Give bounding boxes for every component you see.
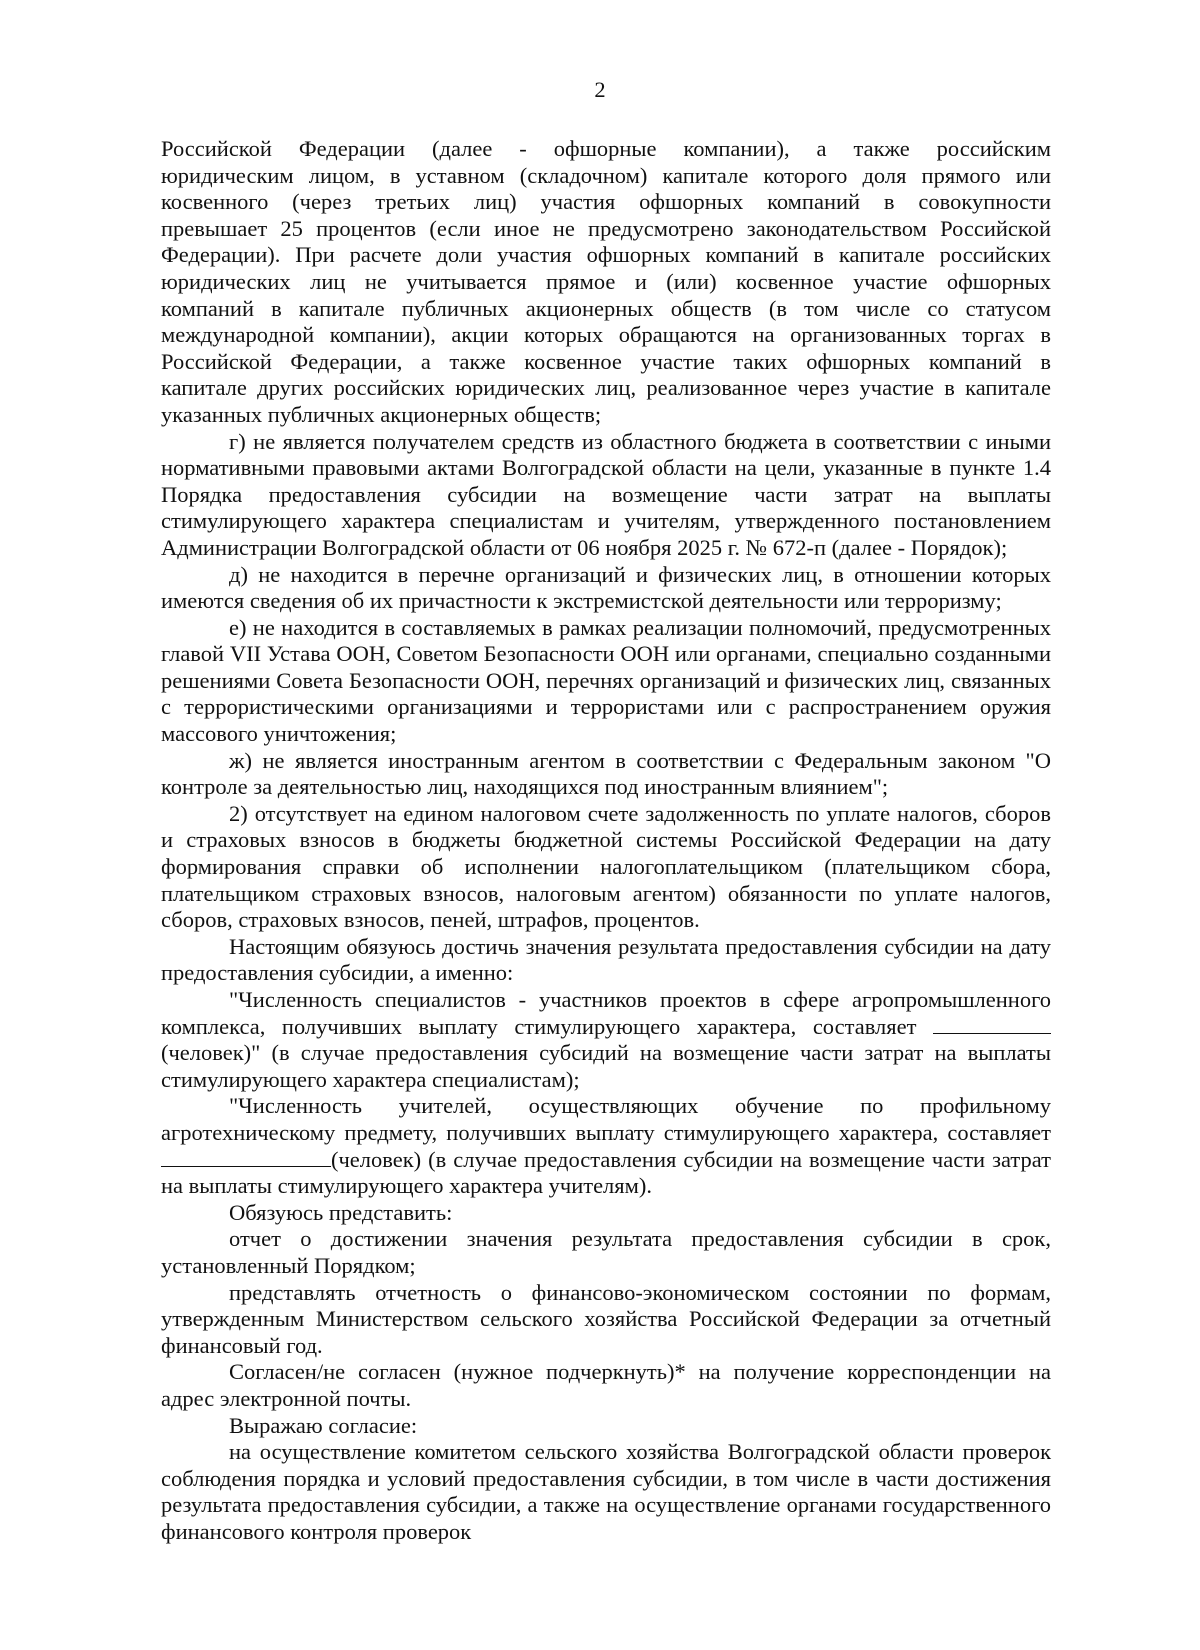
teachers-text-before: "Численность учителей, осуществляющих обучение по профильному агротехническому предмету, получивших выплату стимулирующего характера, составляет	[161, 1093, 1051, 1145]
paragraph-item-e: е) не находится в составляемых в рамках реализации полномочий, предусмотренных главой VII Устава ООН, Советом Безопасности ООН или органами, специально созданными решениями Совета Безопасности ООН, перечнях организаций и физических лиц, связанных с террористическими организациями и террористами или с распространением оружия массового уничтожения;	[161, 614, 1051, 747]
text-line: косвенного (через третьих лиц) участия офшорных компаний в совокупности	[161, 189, 1051, 215]
specialists-text-before: "Численность специалистов - участников проектов в сфере агропромышленного комплекса, получивших выплату стимулирующего характера, составляет	[161, 987, 1051, 1039]
paragraph-item-d: д) не находится в перечне организаций и физических лиц, в отношении которых имеются сведения об их причастности к экстремистской деятельности или терроризму;	[161, 561, 1051, 614]
paragraph-reporting: представлять отчетность о финансово-экономическом состоянии по формам, утвержденным Министерством сельского хозяйства Российской Федерации за отчетный финансовый год.	[161, 1279, 1051, 1358]
paragraph-item-2: 2) отсутствует на едином налоговом счете задолженность по уплате налогов, сборов и страховых взносов в бюджеты бюджетной системы Российской Федерации на дату формирования справки об исполнении налогоплательщиком (плательщиком сбора, плательщиком страховых взносов, налоговым агентом) обязанности по уплате налогов, сборов, страховых взносов, пеней, штрафов, процентов.	[161, 800, 1051, 933]
text-line: юридических лиц не учитывается прямое и (или) косвенное участие офшорных	[161, 268, 1051, 294]
text-line: превышает 25 процентов (если иное не предусмотрено законодательством Российской	[161, 215, 1051, 241]
teachers-count-blank[interactable]	[161, 1148, 331, 1167]
text-line: Российской Федерации (далее - офшорные компании), а также российским	[161, 136, 1051, 161]
paragraph-offshore-continuation	[161, 136, 1051, 429]
paragraph-item-g: г) не является получателем средств из областного бюджета в соответствии с иными нормативными правовыми актами Волгоградской области на цели, указанные в пункте 1.4 Порядка предоставления субсидии на возмещение части затрат на выплаты стимулирующего характера специалистам и учителям, утвержденного постановлением Администрации Волгоградской области от 06 ноября 2025 г. № 672-п (далее - Порядок);	[161, 428, 1051, 560]
paragraph-report: отчет о достижении значения результата предоставления субсидии в срок, установленный Порядком;	[161, 1226, 1051, 1278]
specialists-text-after: (человек)" (в случае предоставления субсидий на возмещение части затрат на выплаты стимулирующего характера специалистам);	[161, 1040, 1051, 1092]
text-line: Российской Федерации, а также косвенное участие таких офшорных компаний в	[161, 348, 1051, 374]
paragraph-consent-email: Согласен/не согласен (нужное подчеркнуть)* на получение корреспонденции на адрес электронной почты.	[161, 1359, 1051, 1411]
paragraph-specialists-count	[161, 987, 1051, 1093]
paragraph-consent-body: на осуществление комитетом сельского хозяйства Волгоградской области проверок соблюдения порядка и условий предоставления субсидии, в том числе в части достижения результата предоставления субсидии, а также на осуществление органами государственного финансового контроля проверок	[161, 1439, 1051, 1544]
document-body	[161, 136, 1051, 1545]
teachers-text-after: (человек) (в случае предоставления субсидии на возмещение части затрат на выплаты стимулирующего характера учителям).	[161, 1146, 1051, 1199]
paragraph-item-zh: ж) не является иностранным агентом в соответствии с Федеральным законом "О контроле за деятельностью лиц, находящихся под иностранным влиянием";	[161, 747, 1051, 800]
paragraph-teachers-count	[161, 1093, 1051, 1199]
text-line: указанных публичных акционерных обществ;	[161, 401, 602, 427]
text-line: капитале других российских юридических лиц, реализованное через участие в капитале	[161, 375, 1051, 401]
text-line: Федерации). При расчете доли участия офшорных компаний в капитале российских	[161, 242, 1051, 268]
paragraph-obligation: Настоящим обязуюсь достичь значения результата предоставления субсидии на дату предоставления субсидии, а именно:	[161, 933, 1051, 986]
text-line: компаний в капитале публичных акционерных обществ (в том числе со статусом	[161, 295, 1051, 321]
text-line: международной компании), акции которых обращаются на организованных торгах в	[161, 322, 1051, 348]
specialists-count-blank[interactable]	[933, 1015, 1051, 1034]
paragraph-commit-heading: Обязуюсь представить:	[229, 1199, 453, 1225]
paragraph-consent-heading: Выражаю согласие:	[229, 1412, 418, 1438]
page-number: 2	[594, 77, 606, 102]
text-line: юридическим лицом, в уставном (складочном) капитале которого доля прямого или	[161, 162, 1051, 188]
